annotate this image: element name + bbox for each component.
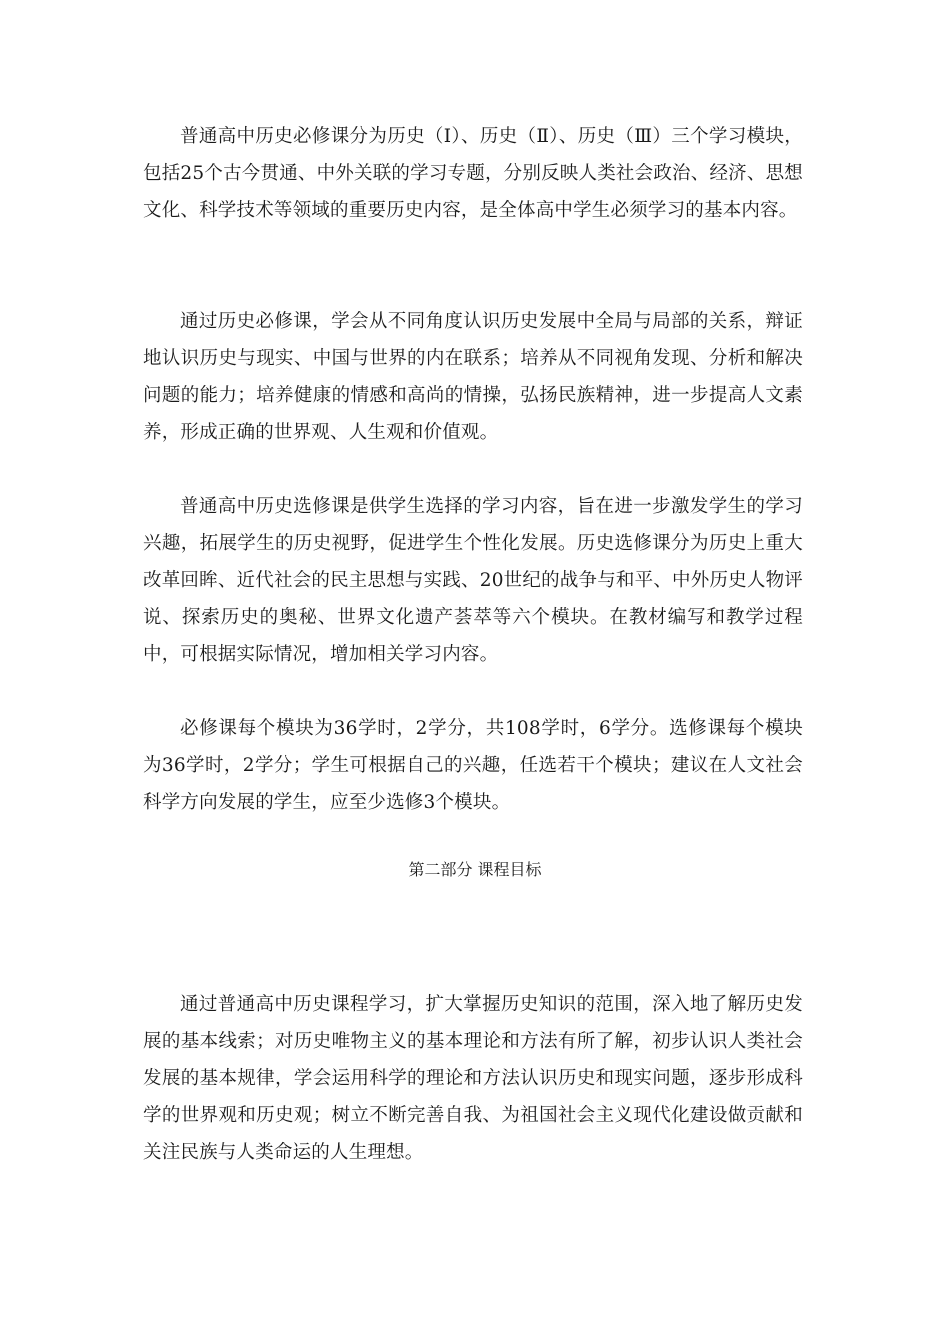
section-heading: 第二部分 课程目标 [408,860,542,879]
paragraph-required-modules: 普通高中历史必修课分为历史（Ⅰ）、历史（Ⅱ）、历史（Ⅲ）三个学习模块，包括25个古今贯通、中外关联的学习专题，分别反映人类社会政治、经济、思想文化、科学技术等领域的重要历史内容，是全体高中学生必须学习的基本内容。 [143,126,803,221]
paragraph-course-goals: 通过普通高中历史课程学习，扩大掌握历史知识的范围，深入地了解历史发展的基本线索；对历史唯物主义的基本理论和方法有所了解，初步认识人类社会发展的基本规律，学会运用科学的理论和方法认识历史和现实问题，逐步形成科学的世界观和历史观；树立不断完善自我、为祖国社会主义现代化建设做贡献和关注民族与人类命运的人生理想。 [143,994,803,1163]
paragraph-credit-hours: 必修课每个模块为36学时，2学分，共108学时，6学分。选修课每个模块为36学时，2学分；学生可根据自己的兴趣，任选若干个模块；建议在人文社会科学方向发展的学生，应至少选修3个模块。 [143,718,803,813]
paragraph-elective-modules: 普通高中历史选修课是供学生选择的学习内容，旨在进一步激发学生的学习兴趣，拓展学生的历史视野，促进学生个性化发展。历史选修课分为历史上重大改革回眸、近代社会的民主思想与实践、20世纪的战争与和平、中外历史人物评说、探索历史的奥秘、世界文化遗产荟萃等六个模块。在教材编写和教学过程中，可根据实际情况，增加相关学习内容。 [143,496,803,665]
paragraph-required-goals: 通过历史必修课，学会从不同角度认识历史发展中全局与局部的关系，辩证地认识历史与现实、中国与世界的内在联系；培养从不同视角发现、分析和解决问题的能力；培养健康的情感和高尚的情操，弘扬民族精神，进一步提高人文素养，形成正确的世界观、人生观和价值观。 [143,311,803,443]
